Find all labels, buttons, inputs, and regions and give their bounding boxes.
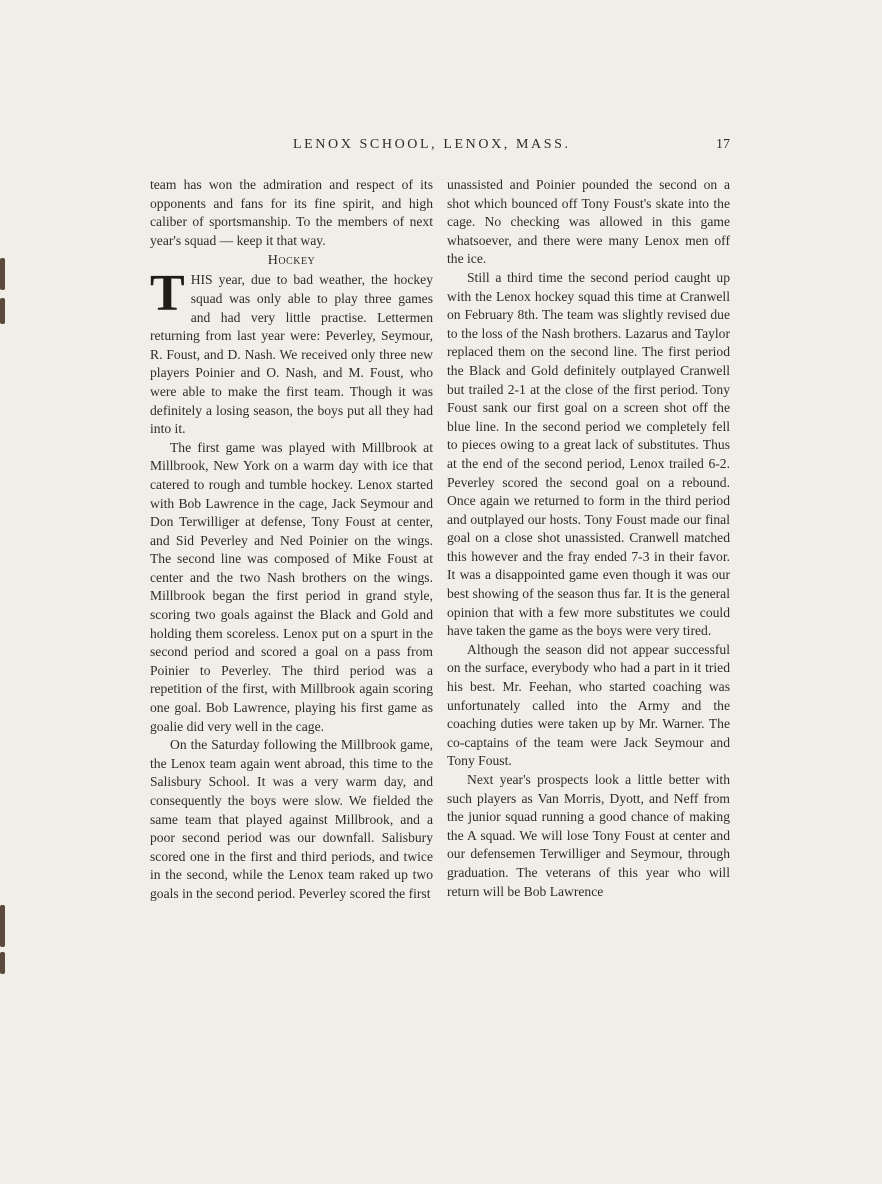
binding-mark: [0, 258, 5, 290]
running-header: [150, 137, 730, 157]
page-number: 17: [716, 137, 730, 152]
paragraph: Although the season did not appear successful on the surface, everybody who had a part in it tried his best. Mr. Feehan, who started coaching was unfortunately called into the Army and the coaching duties were taken up by Mr. Warner. The co-captains of the team were Jack Seymour and Tony Foust.: [447, 641, 730, 769]
paragraph-with-dropcap: [150, 265, 433, 438]
left-column: [150, 176, 433, 904]
header-title: LENOX SCHOOL, LENOX, MASS.: [293, 137, 571, 152]
paragraph-text: HIS year, due to bad weather, the hockey squad was only able to play three games and had very little practise. Lettermen returning from last year were: Peverley, Seymour, R. Foust, and D. Nash. We received only three new players Poinier and O. Nash, and M. Foust, who were able to make the first team. Though it was definitely a losing season, the boys put all they had into it.: [150, 272, 433, 437]
section-heading: Hockey: [267, 253, 316, 269]
paragraph: team has won the admiration and respect of its opponents and fans for its fine spirit, and high caliber of sportsmanship. To the members of next year's squad — keep it that way.: [150, 177, 433, 248]
paragraph: The first game was played with Millbrook at Millbrook, New York on a warm day with ice that catered to rough and tumble hockey. Lenox started with Bob Lawrence in the cage, Jack Seymour and Don Terwilliger at defense, Tony Foust at center, and Sid Peverley and Ned Poinier on the wings. The second line was composed of Mike Foust at center and the two Nash brothers on the wings. Millbrook began the first period in grand style, scoring two goals against the Black and Gold and holding them scoreless. Lenox put on a spurt in the second period and scored a goal on a pass from Poinier to Peverley. The third period was a repetition of the first, with Millbrook again scoring one goal. Bob Lawrence, playing his first game as goalie did very well in the cage.: [150, 439, 433, 734]
paragraph: Next year's prospects look a little better with such players as Van Morris, Dyott, and Neff from the junior squad running a good chance of making the A squad. We will lose Tony Foust at center and our defensemen Terwilliger and Seymour, through graduation. The veterans of this year who will return will be Bob Lawrence: [447, 772, 730, 899]
paragraph: On the Saturday following the Millbrook game, the Lenox team again went abroad, this time to the Salisbury School. It was a very warm day, and consequently the boys were slow. We fielded the same team that played against Millbrook, and a poor second period was our downfall. Salisbury scored one in the first and third periods, and twice in the second, while the Lenox team raked up two goals in the second period. Peverley scored the first: [150, 737, 433, 901]
drop-cap: T: [150, 265, 185, 323]
paragraph: unassisted and Poinier pounded the second on a shot which bounced off Tony Foust's skate into the cage. No checking was allowed in this game whatsoever, and there were many Lenox men off the ice.: [447, 177, 730, 267]
binding-mark: [0, 905, 5, 947]
right-column: [447, 176, 730, 901]
paragraph: Still a third time the second period caught up with the Lenox hockey squad this time at Cranwell on February 8th. The team was slightly revised due to the loss of the Nash brothers. Lazarus and Taylor replaced them on the second line. The first period the Black and Gold definitely outplayed Cranwell but trailed 2-1 at the close of the first period. Tony Foust sank our first goal on a screen shot off the blue line. In the second period we completely fell to pieces owing to a great lack of substitutes. Thus at the end of the second period, Lenox trailed 6-2. Peverley scored the second goal on a rebound. Once again we returned to form in the third period and outplayed our hosts. Tony Foust made our final goal on a close shot unassisted. Cranwell matched this however and the fray ended 7-3 in their favor. It was a disappointed game even though it was our best showing of the season thus far. It is the general opinion that with a few more substitutes we could have taken the game as the boys were very tired.: [447, 269, 730, 639]
binding-mark: [0, 298, 5, 324]
binding-mark: [0, 952, 5, 974]
